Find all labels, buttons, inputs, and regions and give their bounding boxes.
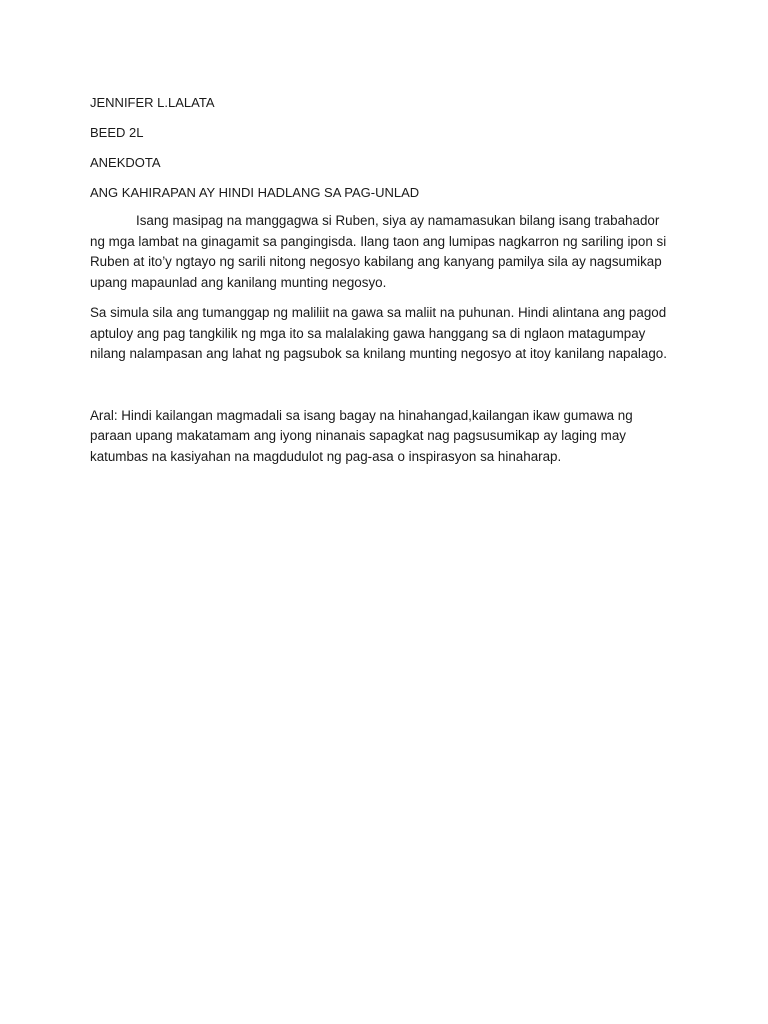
body-paragraph-1: Isang masipag na manggagwa si Ruben, siya ay namamasukan bilang isang trabahador ng mga lambat na ginagamit sa pangingisda. Ilang taon ang lumipas nagkarron ng sariling ipon si Ruben at ito’y ngtayo ng sarili nitong negosyo kabilang ang kanyang pamilya sila ay nagsumikap upang mapaunlad ang kanilang munting negosyo. [90, 213, 667, 290]
lesson-paragraph: Aral: Hindi kailangan magmadali sa isang bagay na hinahangad,kailangan ikaw gumawa ng paraan upang makatamam ang iyong ninanais sapagkat nag pagsusumikap ay laging may katumbas na kasiyahan na magdudulot ng pag-asa o inspirasyon sa hinaharap. [90, 407, 633, 464]
genre-label: ANEKDOTA [90, 155, 161, 170]
course-section: BEED 2L [90, 125, 144, 140]
story-title: ANG KAHIRAPAN AY HINDI HADLANG SA PAG-UNLAD [90, 185, 420, 200]
body-paragraph-2: Sa simula sila ang tumanggap ng maliliit na gawa sa maliit na puhunan. Hindi alintana ang pagod aptuloy ang pag tangkilik ng mga ito sa malalaking gawa hanggang sa di nglaon matagumpay nilang nalampasan ang lahat ng pagsubok sa knilang munting negosyo at itoy kanilang napalago. [90, 305, 667, 361]
author-name: JENNIFER L.LALATA [90, 95, 215, 110]
document-page [90, 94, 670, 477]
